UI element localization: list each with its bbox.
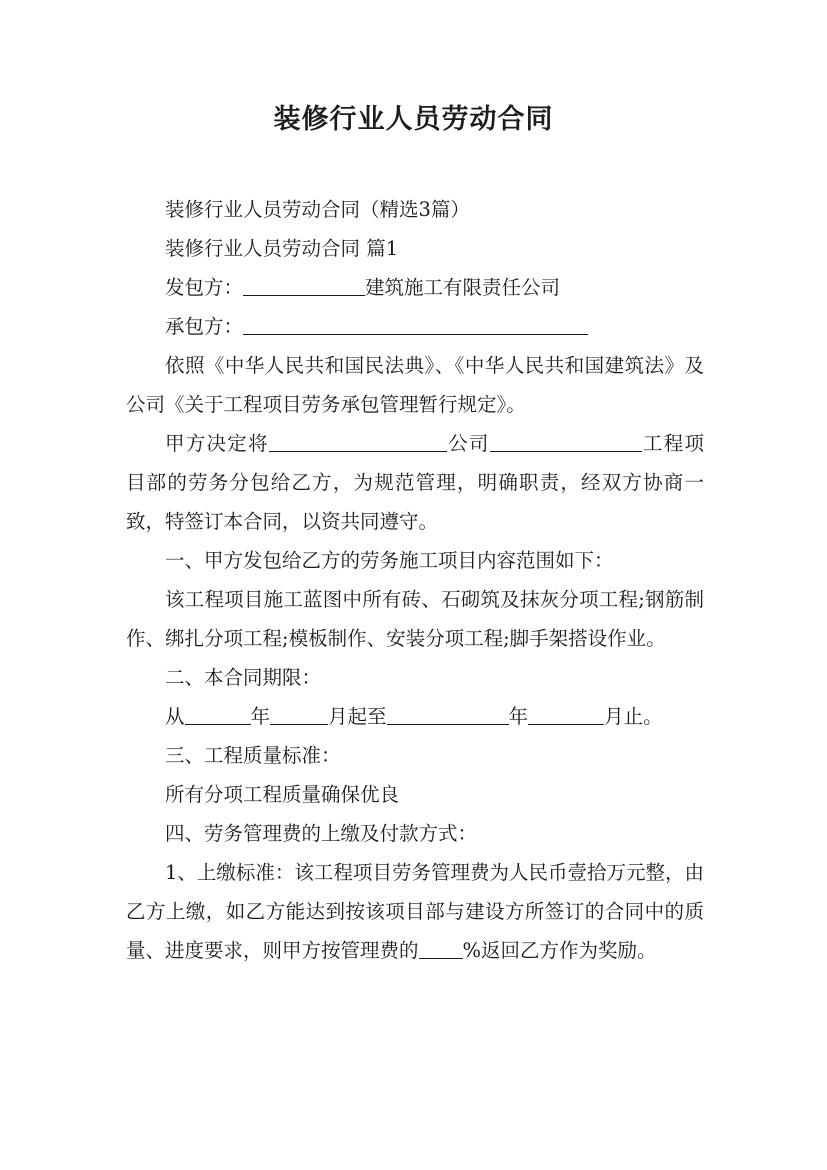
employer-label: 发包方： xyxy=(165,276,244,299)
item4-heading: 四、劳务管理费的上缴及付款方式： xyxy=(165,822,478,845)
contractor-label: 承包方： xyxy=(165,315,244,338)
decision-part1: 甲方决定将 xyxy=(165,432,269,455)
item3-heading: 三、工程质量标准： xyxy=(165,744,341,767)
term-blank-1 xyxy=(185,704,251,725)
term-from: 从 xyxy=(165,705,185,728)
subtitle-line: 装修行业人员劳动合同（精选3篇） xyxy=(165,198,470,221)
term-blank-3 xyxy=(387,704,509,725)
employer-line xyxy=(126,268,704,307)
document-title: 装修行业人员劳动合同 xyxy=(273,104,554,135)
employer-name: 建筑施工有限责任公司 xyxy=(365,276,561,299)
term-end: 月止。 xyxy=(604,705,663,728)
item3-text: 所有分项工程质量确保优良 xyxy=(165,783,400,806)
term-month1: 月起至 xyxy=(328,705,387,728)
item4-1-paragraph xyxy=(126,853,704,970)
term-blank-2 xyxy=(270,704,328,725)
term-year1: 年 xyxy=(250,705,271,728)
document-body xyxy=(126,190,704,970)
term-blank-4 xyxy=(528,704,604,725)
section-heading: 装修行业人员劳动合同 篇1 xyxy=(165,237,399,260)
term-year2: 年 xyxy=(508,705,529,728)
term-line xyxy=(126,697,704,736)
decision-part2: 公司 xyxy=(446,432,490,455)
contractor-line xyxy=(126,307,704,346)
item4-1-part2: %返回乙方作为奖励。 xyxy=(462,939,657,962)
basis-paragraph: 依照《中华人民共和国民法典》、《中华人民共和国建筑法》及公司《关于工程项目劳务承包管理暂行规定》。 xyxy=(126,354,704,416)
item2-heading: 二、本合同期限： xyxy=(165,666,322,689)
decision-part3: 工程项目部的劳务分包给乙方，为规范管理，明确职责，经双方协商一致，特签订本合同，以资共同遵守。 xyxy=(126,432,704,533)
decision-blank-2 xyxy=(490,431,642,452)
employer-blank xyxy=(243,275,365,296)
decision-blank-1 xyxy=(269,431,447,452)
percent-blank xyxy=(419,938,463,959)
decision-paragraph xyxy=(126,424,704,541)
item1-heading: 一、甲方发包给乙方的劳务施工项目内容范围如下： xyxy=(165,549,614,572)
item1-text: 该工程项目施工蓝图中所有砖、石砌筑及抹灰分项工程;钢筋制作、绑扎分项工程;模板制作、安装分项工程;脚手架搭设作业。 xyxy=(126,588,704,650)
contractor-blank xyxy=(243,314,588,335)
item4-1-part1: 1、上缴标准：该工程项目劳务管理费为人民币壹拾万元整，由乙方上缴，如乙方能达到按该项目部与建设方所签订的合同中的质量、进度要求，则甲方按管理费的 xyxy=(126,861,704,962)
